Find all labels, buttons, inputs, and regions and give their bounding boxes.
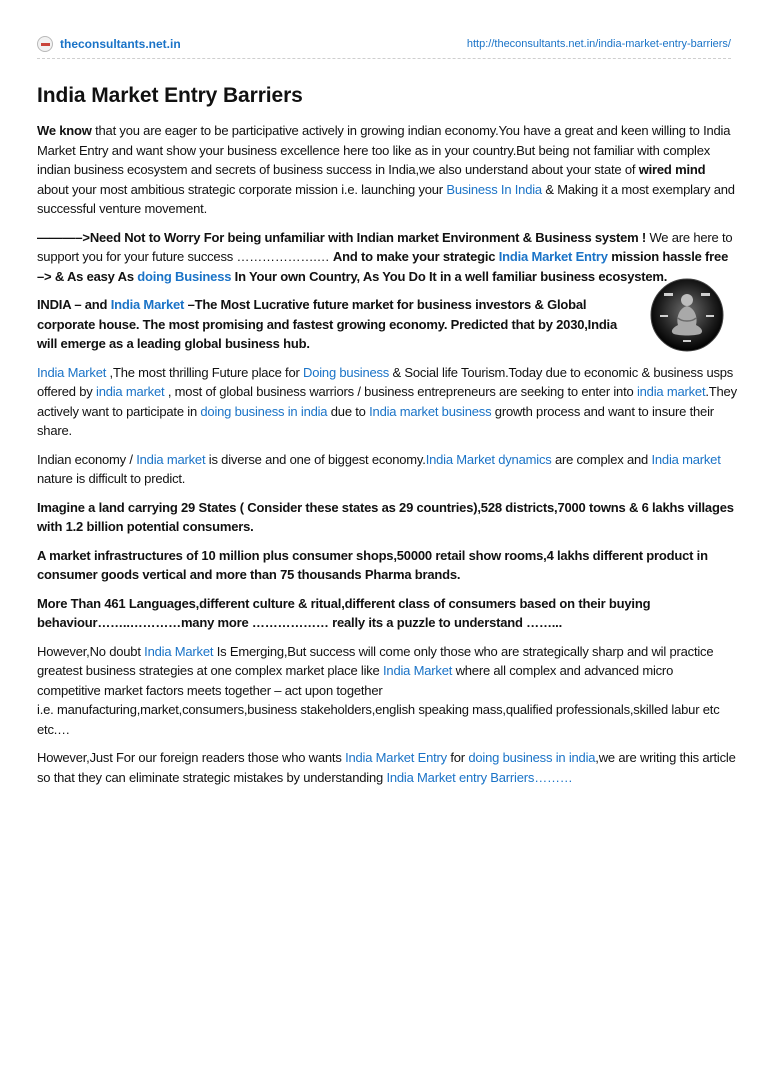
thrilling-text: ,The most thrilling Future place for [106, 364, 304, 380]
link-doing-business-in-india[interactable]: doing business in india [200, 403, 328, 419]
link-india-market-business[interactable]: India market business [369, 403, 492, 419]
lucrative-lead: INDIA – and [37, 297, 111, 312]
thrilling-text-6: growth process and want to insure their share. [37, 403, 714, 438]
page-title: India Market Entry Barriers [37, 84, 303, 107]
worry-text-3: mission hassle free –> & As easy As [37, 249, 729, 284]
thrilling-text-2: & Social life Tourism.Today due to economic & business usps offered by [37, 364, 734, 399]
foreign-text-3: ,we are writing this article so that they can eliminate strategic mistakes by understanding [37, 750, 736, 785]
link-india-market[interactable]: India Market [110, 297, 185, 312]
intro-lead: We know [37, 123, 92, 138]
link-india-market[interactable]: India market [651, 451, 721, 467]
header-divider [37, 58, 731, 59]
economy-text: Indian economy / [37, 451, 137, 467]
article-content [37, 84, 737, 796]
paragraph-languages: More Than 461 Languages,different culture & ritual,different class of consumers based on their buying behaviour……..…………many more ……………… really its a puzzle to understand ……... [37, 595, 651, 630]
paragraph-imagine-land: Imagine a land carrying 29 States ( Consider these states as 29 countries),528 districts,7000 towns & 6 lakhs villages with 1.2 billion potential consumers. [37, 499, 734, 534]
worry-heading: ———–>Need Not to Worry For being unfamiliar with Indian market Environment & Business system ! [37, 229, 647, 245]
link-india-market-dynamics[interactable]: India Market dynamics [425, 451, 552, 467]
link-india-market-entry-barriers[interactable]: India Market entry Barriers……… [386, 769, 573, 785]
link-india-market[interactable]: India Market [383, 663, 453, 678]
worry-text-4: In Your own Country, As You Do It in a well familiar business ecosystem. [231, 268, 668, 284]
worry-text: We are here to support you for your future success ……………….… [37, 229, 733, 264]
foreign-text-2: for [446, 750, 469, 765]
paragraph-foreign-readers [37, 748, 737, 787]
thrilling-text-5: due to [327, 403, 370, 419]
economy-text-4: nature is difficult to predict. [37, 471, 186, 486]
lucrative-text: –The Most Lucrative future market for business investors & Global corporate house. The most promising and fastest growing economy. Predicted that by 2030,India will emerge as a leading global business hub. [37, 297, 617, 351]
paragraph-india-lucrative [37, 295, 637, 354]
link-doing-business-in-india[interactable]: doing business in india [468, 750, 596, 765]
paragraph-need-not-worry [37, 228, 737, 287]
worry-text-2: And to make your strategic [332, 249, 499, 264]
economy-text-3: are complex and [551, 451, 652, 467]
link-doing-business[interactable]: Doing business [303, 364, 390, 380]
paragraph-indian-economy [37, 450, 737, 489]
thrilling-text-3: , most of global business warriors / business entrepreneurs are seeking to enter into [164, 384, 637, 399]
link-india-market[interactable]: India market [136, 451, 206, 467]
site-favicon-icon [37, 36, 53, 52]
intro-text-3: & Making it a most exemplary and successful venture movement. [37, 181, 735, 216]
link-india-market[interactable]: india market [636, 384, 706, 399]
economy-text-2: is diverse and one of biggest economy. [205, 451, 426, 467]
link-india-market-entry[interactable]: India Market Entry [498, 249, 608, 264]
paragraph-market-infrastructure: A market infrastructures of 10 million plus consumer shops,50000 retail show rooms,4 lakhs different product in consumer goods vertical and more than 75 thousands Pharma brands. [37, 547, 708, 582]
emerging-text-3: where all complex and advanced micro competitive market factors meets together – act upon together [37, 663, 674, 698]
paragraph-thrilling-future [37, 363, 737, 441]
link-business-in-india[interactable]: Business In India [446, 181, 542, 197]
intro-text: that you are eager to be participative actively in growing indian economy.You have a great and keen willing to India Market Entry and want show your business excellence here too like as in your country.But being not familiar with complex indian business ecosystem and secrets of business success in India,we also understand about your state of [37, 123, 731, 177]
page-url[interactable]: http://theconsultants.net.in/india-market-entry-barriers/ [466, 38, 731, 50]
site-name[interactable] [37, 36, 181, 52]
emerging-text-2: Is Emerging,But success will come only those who are strategically sharp and wil practice greatest business strategies at one complex market place like [37, 643, 714, 678]
intro-text-2: about your most ambitious strategic corporate mission i.e. launching your [37, 181, 447, 197]
emerging-text: However,No doubt [37, 643, 145, 659]
link-india-market[interactable]: India Market [37, 364, 107, 380]
paragraph-however-emerging [37, 642, 737, 740]
intro-emphasis: wired mind [638, 162, 706, 177]
page-header [37, 34, 731, 54]
link-doing-business[interactable]: doing Business [137, 268, 232, 284]
thrilling-text-4: .They actively want to participate in [37, 384, 737, 419]
foreign-text: However,Just For our foreign readers those who wants [37, 750, 346, 765]
link-india-market-entry[interactable]: India Market Entry [345, 750, 447, 765]
link-india-market[interactable]: India Market [144, 643, 214, 659]
paragraph-intro [37, 121, 737, 219]
site-name-text[interactable]: theconsultants.net.in [60, 37, 181, 51]
link-india-market[interactable]: india market [96, 384, 165, 399]
emerging-text-4: i.e. manufacturing,market,consumers,business stakeholders,english speaking mass,qualified professionals,skilled labur etc etc.… [37, 702, 720, 737]
